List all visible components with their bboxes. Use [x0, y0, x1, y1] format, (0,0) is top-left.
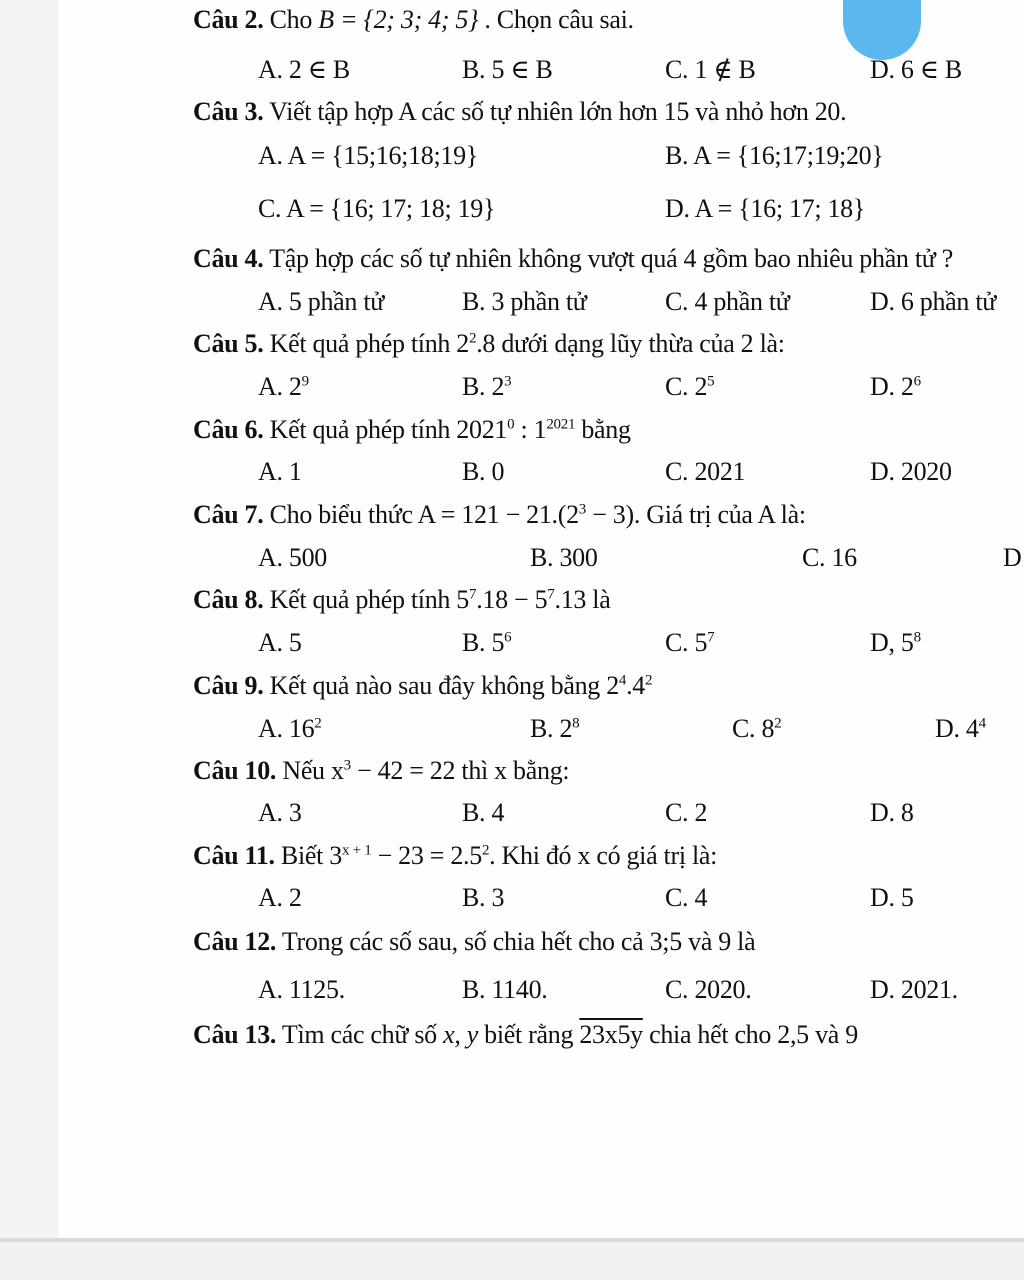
question-5: Câu 5. Kết quả phép tính $2^2.8$ dưới dạng lũy thừa của 2 là: [193, 329, 785, 358]
option-c: C. $2^5$ [665, 372, 715, 401]
option-c: C. 16 [802, 543, 857, 572]
question-label: Câu 2. [193, 5, 264, 34]
question-9: Câu 9. Kết quả nào sau đây không bằng $2^4.4^2$ [193, 671, 653, 700]
option-a: A. A = {15;16;18;19} [258, 141, 478, 170]
option-c: C. A = {16; 17; 18; 19} [258, 194, 496, 223]
option-d: D. 5 [870, 883, 914, 912]
option-c: C. 2021 [665, 457, 746, 486]
option-d: D. $4^4$ [935, 714, 986, 743]
option-b: B. $2^3$ [462, 372, 512, 401]
option-a: A. $2^9$ [258, 372, 309, 401]
question-6: Câu 6. Kết quả phép tính 2021$^0$ : $1^{2021}$ bằng [193, 415, 631, 444]
option-d: D. 6 phần tử [870, 287, 997, 316]
option-d: D [1003, 543, 1022, 572]
option-b: B. 3 [462, 883, 505, 912]
option-d: D. 2020 [870, 457, 952, 486]
bottom-bar [0, 1238, 1024, 1280]
option-b: B. 0 [462, 457, 505, 486]
option-c: C. 4 [665, 883, 708, 912]
option-b: B. $5^6$ [462, 628, 512, 657]
option-a: A. 1125. [258, 975, 345, 1004]
option-b: B. 1140. [462, 975, 548, 1004]
option-a: A. 5 phần tử [258, 287, 385, 316]
option-a: A. $16^2$ [258, 714, 322, 743]
option-a: A. 1 [258, 457, 302, 486]
question-7: Câu 7. Cho biểu thức $A = 121 - 21.(2^3 - 3)$. Giá trị của A là: [193, 500, 806, 529]
option-d: D. 6 ∈ B [870, 55, 962, 84]
document-page [58, 0, 1024, 1238]
option-d: D, $5^8$ [870, 628, 921, 657]
option-c: C. $5^7$ [665, 628, 715, 657]
question-12: Câu 12. Trong các số sau, số chia hết cho cả 3;5 và 9 là [193, 927, 756, 956]
question-13: Câu 13. Tìm các chữ số x, y biết rằng 23x5y chia hết cho 2,5 và 9 [193, 1020, 858, 1049]
option-c: C. 1 ∉ B [665, 55, 756, 84]
option-d: D. 2021. [870, 975, 958, 1004]
option-b: B. 5 ∈ B [462, 55, 553, 84]
option-c: C. 4 phần tử [665, 287, 790, 316]
question-3: Câu 3. Viết tập hợp A các số tự nhiên lớn hơn 15 và nhỏ hơn 20. [193, 97, 847, 126]
option-b: B. A = {16;17;19;20} [665, 141, 884, 170]
option-a: A. 3 [258, 798, 302, 827]
question-2: Câu 2. Cho B = {2; 3; 4; 5} . Chọn câu sai. [193, 5, 634, 34]
option-d: D. $2^6$ [870, 372, 921, 401]
option-a: A. 5 [258, 628, 302, 657]
question-8: Câu 8. Kết quả phép tính $5^7.18 - 5^7.13$ là [193, 585, 611, 614]
question-4: Câu 4. Tập hợp các số tự nhiên không vượt quá 4 gồm bao nhiêu phần tử ? [193, 244, 953, 273]
option-d: D. 8 [870, 798, 914, 827]
option-c: C. $8^2$ [732, 714, 782, 743]
option-b: B. 3 phần tử [462, 287, 587, 316]
option-a: A. 2 ∈ B [258, 55, 350, 84]
option-d: D. A = {16; 17; 18} [665, 194, 866, 223]
option-b: B. 4 [462, 798, 505, 827]
question-10: Câu 10. Nếu $x^3 - 42 = 22$ thì x bằng: [193, 756, 570, 785]
option-b: B. $2^8$ [530, 714, 580, 743]
option-c: C. 2 [665, 798, 708, 827]
left-margin [0, 0, 58, 1280]
option-c: C. 2020. [665, 975, 752, 1004]
option-a: A. 2 [258, 883, 302, 912]
option-a: A. 500 [258, 543, 327, 572]
question-11: Câu 11. Biết $3^{x + 1} - 23 = 2.5^2$. Khi đó x có giá trị là: [193, 841, 718, 870]
option-b: B. 300 [530, 543, 598, 572]
